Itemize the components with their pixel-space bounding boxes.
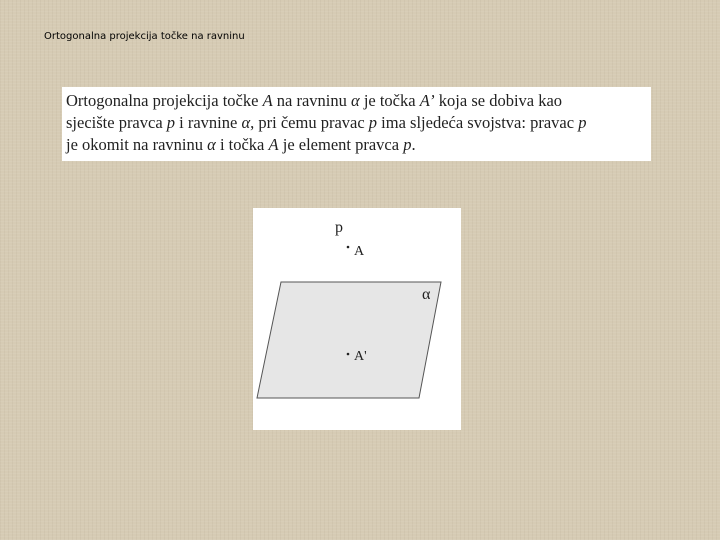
definition-symbol: A	[262, 91, 273, 110]
definition-text: i ravnine	[175, 113, 242, 132]
definition-text: Ortogonalna projekcija točke	[66, 91, 263, 110]
definition-line	[66, 134, 647, 156]
definition-symbol: A	[268, 135, 279, 154]
plane-alpha	[257, 282, 441, 398]
point-a-label: A	[354, 244, 365, 259]
projection-diagram	[253, 208, 461, 430]
definition-text-box	[62, 87, 651, 161]
slide-title: Ortogonalna projekcija točke na ravninu	[44, 31, 245, 42]
definition-symbol: A’	[419, 91, 435, 110]
definition-text: ima sljedeća svojstva: pravac	[377, 113, 579, 132]
definition-text: .	[411, 135, 416, 154]
definition-text: na ravninu	[272, 91, 352, 110]
definition-line	[66, 90, 647, 112]
definition-text: je točka	[359, 91, 420, 110]
definition-symbol: α	[351, 91, 360, 110]
definition-symbol: α	[207, 135, 216, 154]
definition-symbol: p	[403, 135, 412, 154]
definition-text: sjecište pravca	[66, 113, 167, 132]
line-label-p: p	[335, 219, 343, 236]
point-a-dot	[347, 246, 350, 249]
definition-line	[66, 112, 647, 134]
projection-point-dot	[347, 353, 350, 356]
definition-text: je element pravca	[278, 135, 404, 154]
definition-text: koja se dobiva kao	[434, 91, 563, 110]
definition-symbol: p	[166, 113, 176, 132]
definition-symbol: p	[578, 113, 587, 132]
definition-symbol: p	[368, 113, 378, 132]
plane-label-alpha: α	[422, 286, 431, 303]
definition-text: i točka	[215, 135, 269, 154]
definition-symbol: α	[241, 113, 251, 132]
definition-text: je okomit na ravninu	[66, 135, 208, 154]
projection-figure	[253, 208, 461, 430]
definition-text: , pri čemu pravac	[250, 113, 369, 132]
projection-point-label: A'	[354, 349, 367, 364]
